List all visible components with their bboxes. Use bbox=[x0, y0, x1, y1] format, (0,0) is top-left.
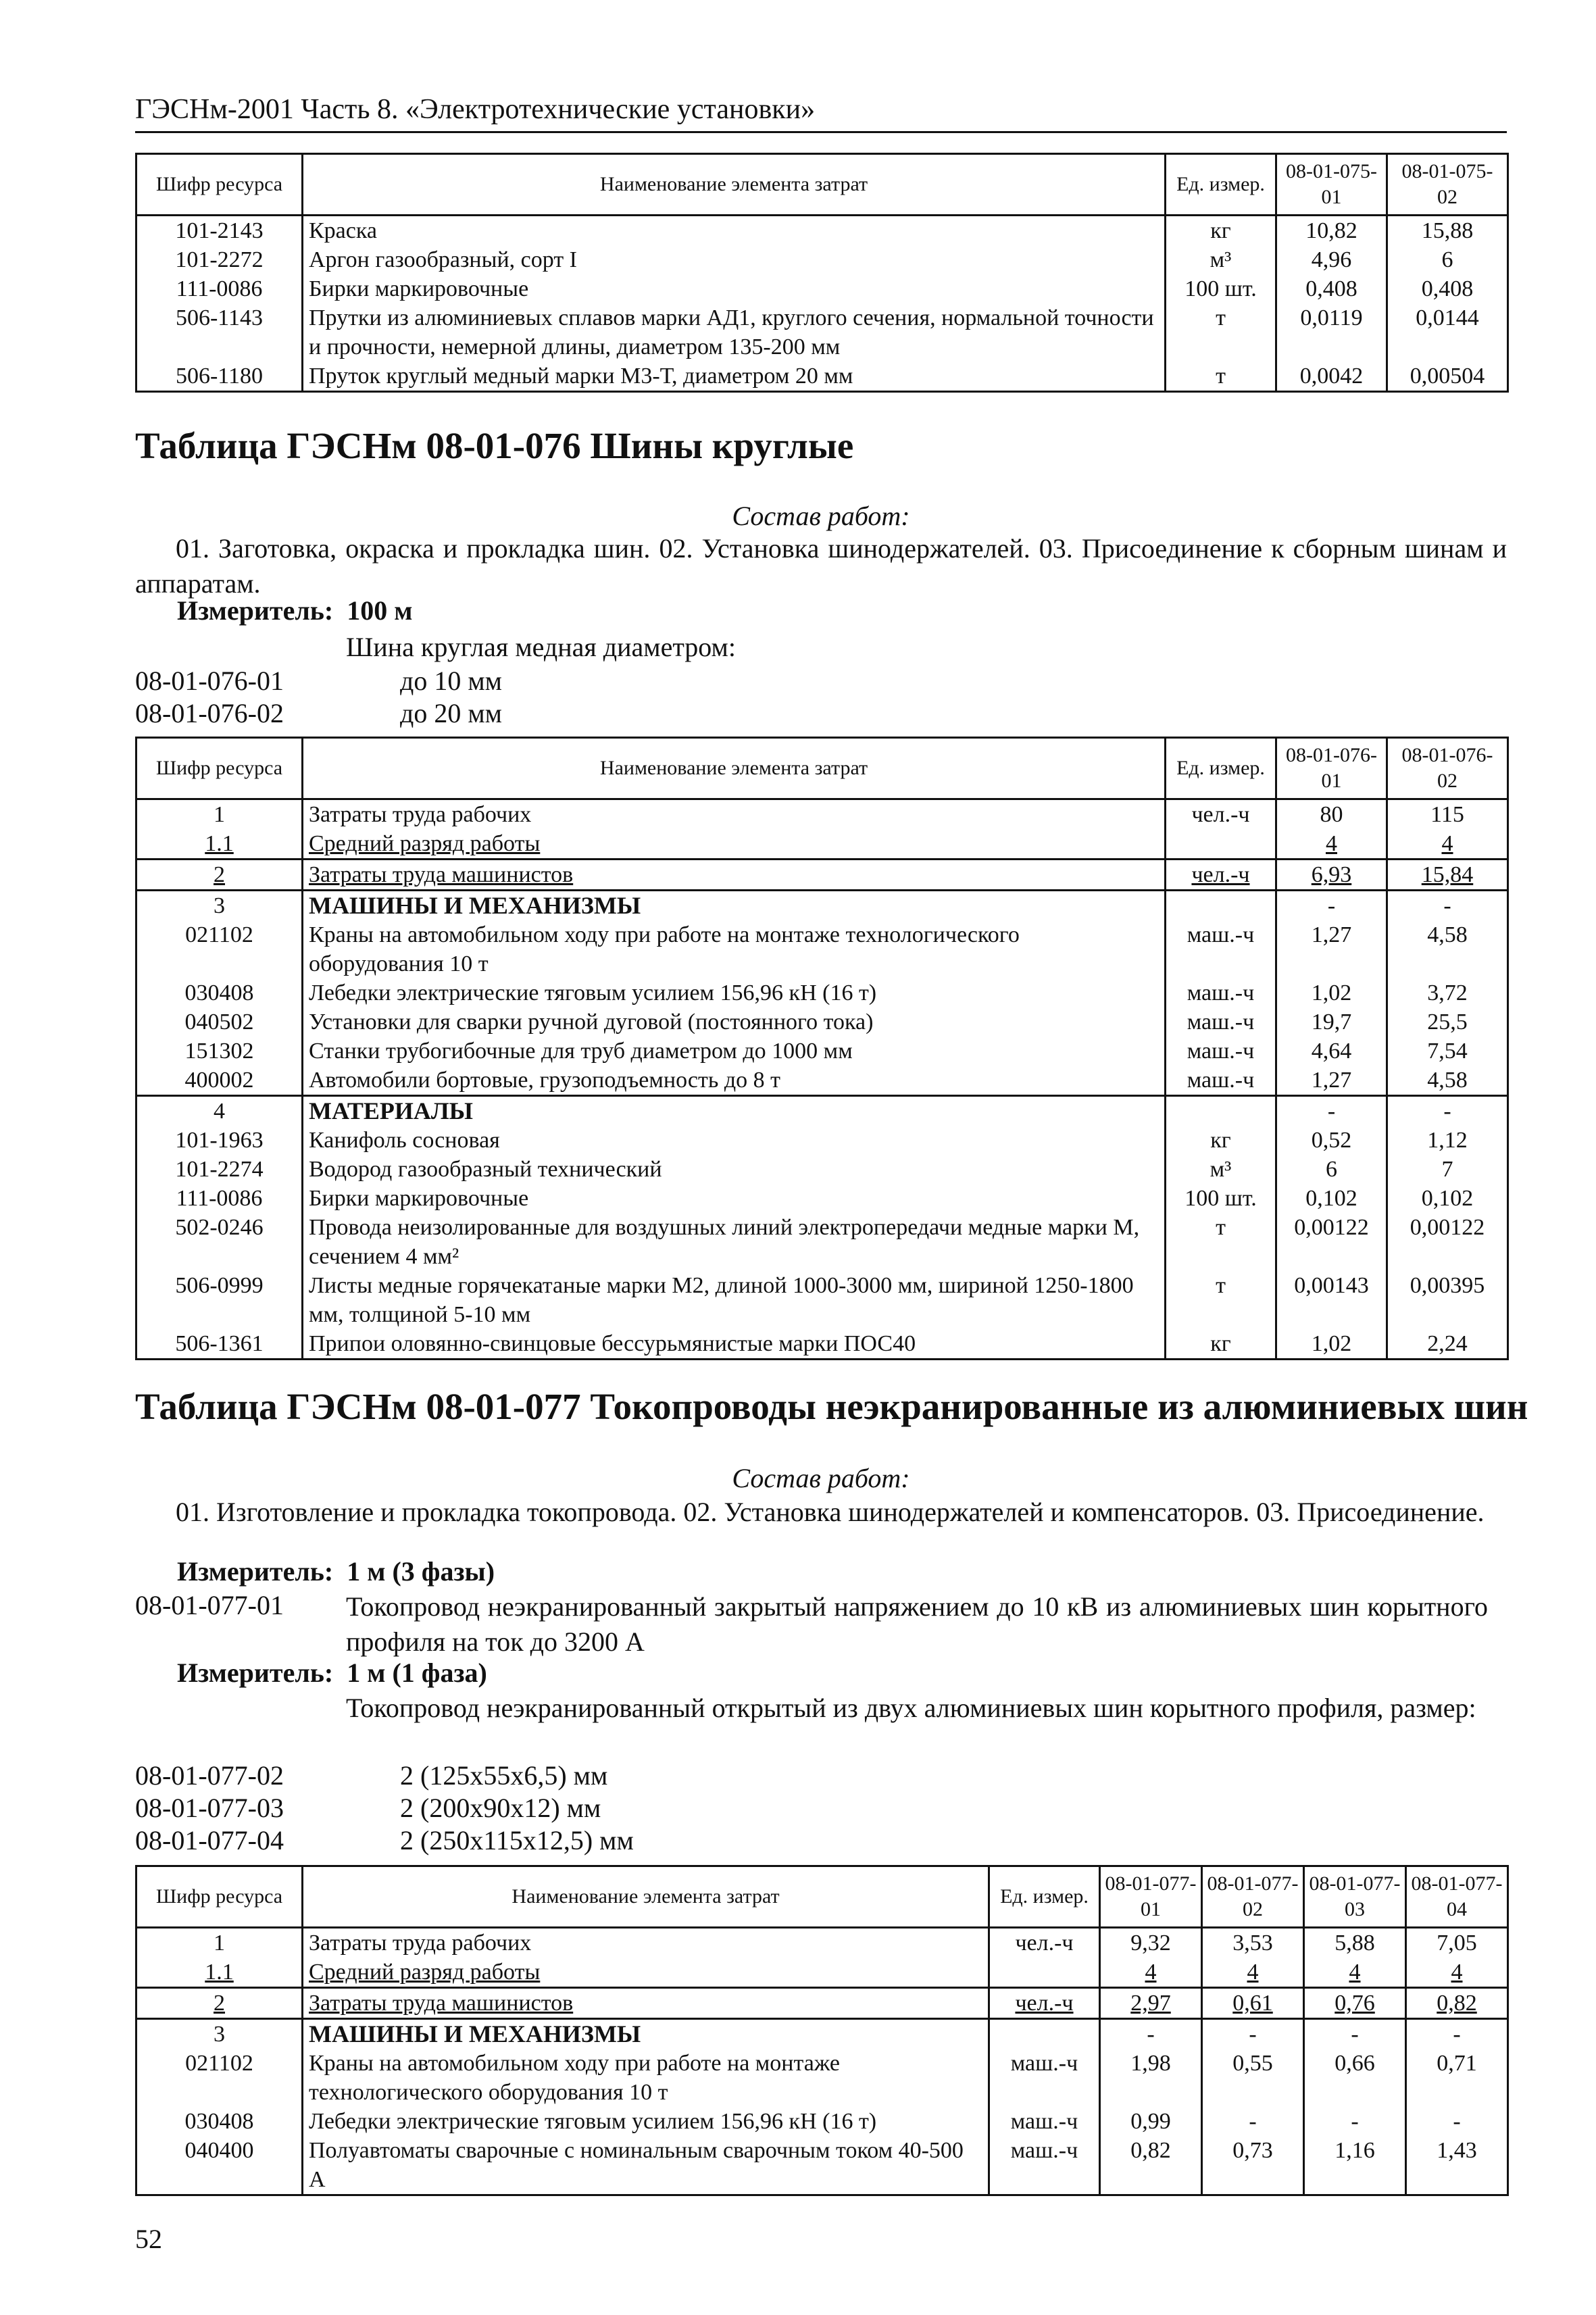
value-cell: 5,88 bbox=[1304, 1928, 1406, 1958]
value-cell: 0,99 bbox=[1100, 2107, 1202, 2136]
cost-element-name-cell: Канифоль сосновая bbox=[303, 1126, 1166, 1155]
page-number: 52 bbox=[135, 2224, 162, 2254]
value-cell: - bbox=[1202, 2107, 1304, 2136]
table-row bbox=[136, 2107, 1508, 2136]
table-row bbox=[136, 1928, 1508, 1958]
table-row bbox=[136, 860, 1508, 891]
column-header: Шифр ресурса bbox=[136, 1866, 303, 1928]
resource-code-cell: 111-0086 bbox=[136, 274, 303, 303]
column-header: Наименование элемента затрат bbox=[303, 1866, 989, 1928]
meter-value: 1 м (3 фазы) bbox=[347, 1556, 495, 1587]
value-cell: 1,98 bbox=[1100, 2049, 1202, 2107]
column-header: Шифр ресурса bbox=[136, 738, 303, 799]
value-cell: 0,00504 bbox=[1387, 362, 1508, 392]
value-cell: 7,05 bbox=[1406, 1928, 1508, 1958]
unit-cell: чел.-ч bbox=[1166, 860, 1276, 891]
unit-cell: т bbox=[1166, 362, 1276, 392]
table-row bbox=[136, 1329, 1508, 1360]
cost-element-name-cell: Пруток круглый медный марки М3-Т, диаметром 20 мм bbox=[303, 362, 1166, 392]
cost-element-name-cell: Бирки маркировочные bbox=[303, 1184, 1166, 1213]
value-cell: - bbox=[1406, 2019, 1508, 2049]
cost-element-name-cell: Затраты труда рабочих bbox=[303, 1928, 989, 1958]
resource-code-cell: 1 bbox=[136, 799, 303, 830]
value-cell: 15,84 bbox=[1387, 860, 1508, 891]
item-code: 08-01-077-04 bbox=[135, 1825, 284, 1856]
resource-table-077 bbox=[135, 1865, 1509, 2196]
item-code: 08-01-076-01 bbox=[135, 666, 284, 696]
value-cell: 7,54 bbox=[1387, 1037, 1508, 1066]
column-header: Ед. измер. bbox=[1166, 738, 1276, 799]
value-cell: 4 bbox=[1304, 1958, 1406, 1988]
value-cell: 1,02 bbox=[1276, 978, 1387, 1007]
column-header: Шифр ресурса bbox=[136, 154, 303, 216]
subtitle: Шина круглая медная диаметром: bbox=[346, 632, 736, 662]
resource-code-cell: 506-1361 bbox=[136, 1329, 303, 1360]
table-row bbox=[136, 2019, 1508, 2049]
cost-element-name-cell: Средний разряд работы bbox=[303, 1958, 989, 1988]
meter-line bbox=[177, 1555, 495, 1587]
value-cell: 0,102 bbox=[1387, 1184, 1508, 1213]
unit-cell: чел.-ч bbox=[989, 1988, 1100, 2019]
value-cell: - bbox=[1304, 2019, 1406, 2049]
cost-element-name-cell: МАШИНЫ И МЕХАНИЗМЫ bbox=[303, 891, 1166, 921]
cost-element-name-cell: Затраты труда машинистов bbox=[303, 1988, 989, 2019]
value-cell: 115 bbox=[1387, 799, 1508, 830]
table-row bbox=[136, 274, 1508, 303]
work-composition-text bbox=[135, 1495, 1507, 1530]
column-header: Наименование элемента затрат bbox=[303, 738, 1166, 799]
resource-code-cell: 506-0999 bbox=[136, 1271, 303, 1329]
table-row bbox=[136, 1184, 1508, 1213]
table-row bbox=[136, 891, 1508, 921]
item-text: 2 (250x115x12,5) мм bbox=[400, 1825, 634, 1856]
value-cell: 0,52 bbox=[1276, 1126, 1387, 1155]
unit-cell: чел.-ч bbox=[989, 1928, 1100, 1958]
resource-code-cell: 030408 bbox=[136, 2107, 303, 2136]
cost-element-name-cell: Бирки маркировочные bbox=[303, 274, 1166, 303]
table-row bbox=[136, 829, 1508, 860]
table-row bbox=[136, 1155, 1508, 1184]
meter-value: 1 м (1 фаза) bbox=[347, 1658, 487, 1688]
value-cell: - bbox=[1387, 1096, 1508, 1126]
value-cell: 1,02 bbox=[1276, 1329, 1387, 1360]
value-cell: 0,0042 bbox=[1276, 362, 1387, 392]
resource-table-075 bbox=[135, 153, 1509, 393]
table-header-row bbox=[136, 154, 1508, 216]
value-cell: 4,96 bbox=[1276, 245, 1387, 274]
item-code: 08-01-077-02 bbox=[135, 1760, 284, 1791]
value-cell: 2,97 bbox=[1100, 1988, 1202, 2019]
unit-cell: маш.-ч bbox=[1166, 920, 1276, 978]
unit-cell bbox=[1166, 891, 1276, 921]
unit-cell: кг bbox=[1166, 1126, 1276, 1155]
cost-element-name-cell: Станки трубогибочные для труб диаметром до 1000 мм bbox=[303, 1037, 1166, 1066]
unit-cell: маш.-ч bbox=[989, 2107, 1100, 2136]
meter-label: Измеритель: bbox=[177, 1658, 334, 1688]
unit-cell: маш.-ч bbox=[989, 2049, 1100, 2107]
unit-cell: т bbox=[1166, 1271, 1276, 1329]
resource-code-cell: 506-1143 bbox=[136, 303, 303, 362]
unit-cell: маш.-ч bbox=[1166, 1037, 1276, 1066]
value-cell: 3,53 bbox=[1202, 1928, 1304, 1958]
table-header-row bbox=[136, 738, 1508, 799]
item-text: до 10 мм bbox=[400, 666, 502, 696]
unit-cell: маш.-ч bbox=[1166, 978, 1276, 1007]
resource-code-cell: 1.1 bbox=[136, 1958, 303, 1988]
value-cell: 10,82 bbox=[1276, 216, 1387, 246]
table-row bbox=[136, 1958, 1508, 1988]
value-cell: 0,00122 bbox=[1276, 1213, 1387, 1271]
unit-cell: т bbox=[1166, 303, 1276, 362]
item-text: Токопровод неэкранированный закрытый напряжением до 10 кВ из алюминиевых шин корытного профиля на ток до 3200 А bbox=[346, 1591, 1488, 1657]
value-cell: 0,408 bbox=[1387, 274, 1508, 303]
cost-element-name-cell: Провода неизолированные для воздушных линий электропередачи медные марки М, сечением 4 мм² bbox=[303, 1213, 1166, 1271]
value-cell: 4 bbox=[1100, 1958, 1202, 1988]
value-cell: 0,61 bbox=[1202, 1988, 1304, 2019]
item-text: 2 (200x90x12) мм bbox=[400, 1793, 601, 1823]
meter-line bbox=[177, 595, 412, 626]
resource-code-cell: 506-1180 bbox=[136, 362, 303, 392]
unit-cell bbox=[989, 1958, 1100, 1988]
table-row bbox=[136, 799, 1508, 830]
table-header-row bbox=[136, 1866, 1508, 1928]
value-cell: 1,27 bbox=[1276, 1066, 1387, 1096]
resource-code-cell: 021102 bbox=[136, 920, 303, 978]
subtitle: Токопровод неэкранированный открытый из двух алюминиевых шин корытного профиля, размер: bbox=[346, 1693, 1476, 1723]
cost-element-name-cell: Припои оловянно-свинцовые бессурьмянистые марки ПОС40 bbox=[303, 1329, 1166, 1360]
cost-element-name-cell: МАТЕРИАЛЫ bbox=[303, 1096, 1166, 1126]
cost-element-name-cell: МАШИНЫ И МЕХАНИЗМЫ bbox=[303, 2019, 989, 2049]
value-cell: 0,102 bbox=[1276, 1184, 1387, 1213]
value-cell: 3,72 bbox=[1387, 978, 1508, 1007]
value-cell: 80 bbox=[1276, 799, 1387, 830]
value-cell: 0,55 bbox=[1202, 2049, 1304, 2107]
unit-cell: 100 шт. bbox=[1166, 274, 1276, 303]
resource-code-cell: 021102 bbox=[136, 2049, 303, 2107]
meter-label: Измеритель: bbox=[177, 595, 334, 626]
value-cell: 6 bbox=[1387, 245, 1508, 274]
column-header: Ед. измер. bbox=[1166, 154, 1276, 216]
cost-element-name-cell: Краны на автомобильном ходу при работе на монтаже технологического оборудования 10 т bbox=[303, 2049, 989, 2107]
value-cell: 0,0144 bbox=[1387, 303, 1508, 362]
value-cell: 0,73 bbox=[1202, 2136, 1304, 2195]
value-cell: 1,43 bbox=[1406, 2136, 1508, 2195]
cost-element-name-cell: Прутки из алюминиевых сплавов марки АД1, круглого сечения, нормальной точности и прочности, немерной длины, диаметром 135-200 мм bbox=[303, 303, 1166, 362]
work-composition-heading: Состав работ: bbox=[732, 1463, 910, 1493]
resource-code-cell: 2 bbox=[136, 1988, 303, 2019]
resource-code-cell: 502-0246 bbox=[136, 1213, 303, 1271]
cost-element-name-cell: Краны на автомобильном ходу при работе на монтаже технологического оборудования 10 т bbox=[303, 920, 1166, 978]
value-cell: 0,76 bbox=[1304, 1988, 1406, 2019]
resource-code-cell: 101-2272 bbox=[136, 245, 303, 274]
header-rule bbox=[135, 131, 1507, 133]
unit-cell bbox=[989, 2019, 1100, 2049]
value-cell: 1,16 bbox=[1304, 2136, 1406, 2195]
column-header: Ед. измер. bbox=[989, 1866, 1100, 1928]
value-cell: 0,82 bbox=[1100, 2136, 1202, 2195]
unit-cell: маш.-ч bbox=[1166, 1007, 1276, 1037]
value-cell: 4,64 bbox=[1276, 1037, 1387, 1066]
unit-cell: м³ bbox=[1166, 245, 1276, 274]
table-row bbox=[136, 978, 1508, 1007]
value-cell: - bbox=[1387, 891, 1508, 921]
value-cell: - bbox=[1276, 891, 1387, 921]
item-code: 08-01-077-03 bbox=[135, 1793, 284, 1823]
column-header: 08-01-075-01 bbox=[1276, 154, 1387, 216]
table-row bbox=[136, 245, 1508, 274]
cost-element-name-cell: Установки для сварки ручной дуговой (постоянного тока) bbox=[303, 1007, 1166, 1037]
column-header: 08-01-077-01 bbox=[1100, 1866, 1202, 1928]
table-row bbox=[136, 1126, 1508, 1155]
meter-value: 100 м bbox=[347, 595, 413, 626]
value-cell: 15,88 bbox=[1387, 216, 1508, 246]
table-row bbox=[136, 1066, 1508, 1096]
value-cell: 0,408 bbox=[1276, 274, 1387, 303]
table-row bbox=[136, 2049, 1508, 2107]
item-text: 2 (125x55x6,5) мм bbox=[400, 1760, 608, 1791]
cost-element-name-cell: Аргон газообразный, сорт I bbox=[303, 245, 1166, 274]
value-cell: 0,71 bbox=[1406, 2049, 1508, 2107]
cost-element-name-cell: Полуавтоматы сварочные с номинальным сварочным током 40-500 А bbox=[303, 2136, 989, 2195]
resource-code-cell: 151302 bbox=[136, 1037, 303, 1066]
table-row bbox=[136, 1271, 1508, 1329]
table-row bbox=[136, 1213, 1508, 1271]
value-cell: 4 bbox=[1406, 1958, 1508, 1988]
unit-cell: т bbox=[1166, 1213, 1276, 1271]
value-cell: 7 bbox=[1387, 1155, 1508, 1184]
table-row bbox=[136, 1988, 1508, 2019]
value-cell: - bbox=[1406, 2107, 1508, 2136]
resource-code-cell: 040400 bbox=[136, 2136, 303, 2195]
value-cell: - bbox=[1276, 1096, 1387, 1126]
resource-code-cell: 2 bbox=[136, 860, 303, 891]
unit-cell: маш.-ч bbox=[989, 2136, 1100, 2195]
value-cell: 0,66 bbox=[1304, 2049, 1406, 2107]
column-header: 08-01-077-02 bbox=[1202, 1866, 1304, 1928]
value-cell: - bbox=[1304, 2107, 1406, 2136]
value-cell: - bbox=[1100, 2019, 1202, 2049]
work-composition-body: 01. Изготовление и прокладка токопровода. 02. Установка шинодержателей и компенсаторов. 03. Присоединение. bbox=[176, 1497, 1485, 1527]
value-cell: 19,7 bbox=[1276, 1007, 1387, 1037]
resource-code-cell: 1 bbox=[136, 1928, 303, 1958]
value-cell: 1,12 bbox=[1387, 1126, 1508, 1155]
value-cell: 4,58 bbox=[1387, 1066, 1508, 1096]
unit-cell: маш.-ч bbox=[1166, 1066, 1276, 1096]
cost-element-name-cell: Водород газообразный технический bbox=[303, 1155, 1166, 1184]
running-head: ГЭСНм-2001 Часть 8. «Электротехнические установки» bbox=[135, 94, 816, 125]
table-row bbox=[136, 362, 1508, 392]
section-title-077: Таблица ГЭСНм 08-01-077 Токопроводы неэкранированные из алюминиевых шин bbox=[135, 1386, 1528, 1427]
unit-cell: м³ bbox=[1166, 1155, 1276, 1184]
value-cell: 4 bbox=[1202, 1958, 1304, 1988]
value-cell: 0,82 bbox=[1406, 1988, 1508, 2019]
table-row bbox=[136, 303, 1508, 362]
work-composition-heading: Состав работ: bbox=[732, 501, 910, 531]
unit-cell: 100 шт. bbox=[1166, 1184, 1276, 1213]
value-cell: 0,00122 bbox=[1387, 1213, 1508, 1271]
cost-element-name-cell: Листы медные горячекатаные марки М2, длиной 1000-3000 мм, шириной 1250-1800 мм, толщиной 5-10 мм bbox=[303, 1271, 1166, 1329]
column-header: 08-01-077-03 bbox=[1304, 1866, 1406, 1928]
cost-element-name-cell: Средний разряд работы bbox=[303, 829, 1166, 860]
value-cell: 4 bbox=[1276, 829, 1387, 860]
value-cell: 4 bbox=[1387, 829, 1508, 860]
meter-line bbox=[177, 1657, 487, 1689]
value-cell: 1,27 bbox=[1276, 920, 1387, 978]
cost-element-name-cell: Затраты труда машинистов bbox=[303, 860, 1166, 891]
value-cell: 4,58 bbox=[1387, 920, 1508, 978]
resource-code-cell: 3 bbox=[136, 2019, 303, 2049]
unit-cell: кг bbox=[1166, 1329, 1276, 1360]
table-row bbox=[136, 1007, 1508, 1037]
resource-code-cell: 111-0086 bbox=[136, 1184, 303, 1213]
column-header: 08-01-076-01 bbox=[1276, 738, 1387, 799]
column-header: Наименование элемента затрат bbox=[303, 154, 1166, 216]
item-text: до 20 мм bbox=[400, 698, 502, 728]
unit-cell bbox=[1166, 829, 1276, 860]
value-cell: 25,5 bbox=[1387, 1007, 1508, 1037]
column-header: 08-01-077-04 bbox=[1406, 1866, 1508, 1928]
unit-cell bbox=[1166, 1096, 1276, 1126]
work-composition-body: 01. Заготовка, окраска и прокладка шин. 02. Установка шинодержателей. 03. Присоединение к сборным шинам и аппаратам. bbox=[135, 533, 1507, 599]
resource-code-cell: 101-2274 bbox=[136, 1155, 303, 1184]
value-cell: 0,00143 bbox=[1276, 1271, 1387, 1329]
resource-code-cell: 101-2143 bbox=[136, 216, 303, 246]
value-cell: 0,00395 bbox=[1387, 1271, 1508, 1329]
resource-code-cell: 400002 bbox=[136, 1066, 303, 1096]
column-header: 08-01-075-02 bbox=[1387, 154, 1508, 216]
meter-label: Измеритель: bbox=[177, 1556, 334, 1587]
resource-table-076 bbox=[135, 737, 1509, 1360]
unit-cell: чел.-ч bbox=[1166, 799, 1276, 830]
work-composition-text bbox=[135, 531, 1507, 601]
resource-code-cell: 3 bbox=[136, 891, 303, 921]
item-code: 08-01-077-01 bbox=[135, 1590, 284, 1620]
value-cell: 9,32 bbox=[1100, 1928, 1202, 1958]
table-row bbox=[136, 2136, 1508, 2195]
cost-element-name-cell: Лебедки электрические тяговым усилием 156,96 кН (16 т) bbox=[303, 978, 1166, 1007]
table-row bbox=[136, 1096, 1508, 1126]
table-row bbox=[136, 920, 1508, 978]
cost-element-name-cell: Автомобили бортовые, грузоподъемность до 8 т bbox=[303, 1066, 1166, 1096]
item-code: 08-01-076-02 bbox=[135, 698, 284, 728]
value-cell: 6,93 bbox=[1276, 860, 1387, 891]
resource-code-cell: 030408 bbox=[136, 978, 303, 1007]
table-row bbox=[136, 1037, 1508, 1066]
table-row bbox=[136, 216, 1508, 246]
resource-code-cell: 040502 bbox=[136, 1007, 303, 1037]
unit-cell: кг bbox=[1166, 216, 1276, 246]
column-header: 08-01-076-02 bbox=[1387, 738, 1508, 799]
cost-element-name-cell: Краска bbox=[303, 216, 1166, 246]
value-cell: 0,0119 bbox=[1276, 303, 1387, 362]
resource-code-cell: 4 bbox=[136, 1096, 303, 1126]
cost-element-name-cell: Затраты труда рабочих bbox=[303, 799, 1166, 830]
resource-code-cell: 1.1 bbox=[136, 829, 303, 860]
section-title-076: Таблица ГЭСНм 08-01-076 Шины круглые bbox=[135, 425, 854, 466]
value-cell: 2,24 bbox=[1387, 1329, 1508, 1360]
resource-code-cell: 101-1963 bbox=[136, 1126, 303, 1155]
value-cell: 6 bbox=[1276, 1155, 1387, 1184]
value-cell: - bbox=[1202, 2019, 1304, 2049]
cost-element-name-cell: Лебедки электрические тяговым усилием 156,96 кН (16 т) bbox=[303, 2107, 989, 2136]
